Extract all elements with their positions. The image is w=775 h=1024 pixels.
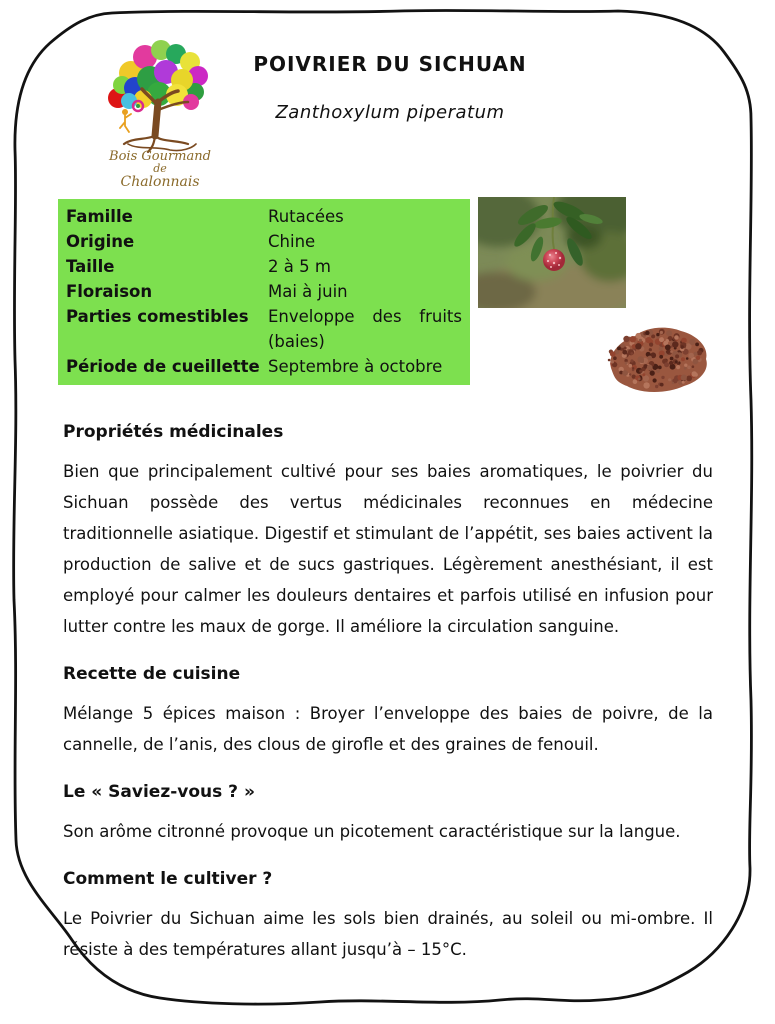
section-paragraph: Le Poivrier du Sichuan aime les sols bien drainés, au soleil ou mi-ombre. Il résiste à des températures allant jusqu’à – 15°C. bbox=[63, 909, 713, 959]
section-medicinal bbox=[63, 422, 713, 642]
header bbox=[210, 52, 570, 123]
row-value: Mai à juin bbox=[268, 282, 348, 301]
svg-text:Bois Gourmand: Bois Gourmand bbox=[109, 149, 211, 164]
section-heading: Recette de cuisine bbox=[63, 664, 241, 684]
table-row bbox=[66, 354, 462, 379]
table-row bbox=[66, 229, 462, 254]
row-value: Rutacées bbox=[268, 207, 344, 226]
row-label: Famille bbox=[66, 207, 133, 226]
svg-text:de: de bbox=[153, 162, 167, 175]
row-label: Floraison bbox=[66, 282, 153, 301]
article-body bbox=[63, 414, 713, 965]
row-value: Chine bbox=[268, 232, 316, 251]
section-recipe bbox=[63, 664, 713, 760]
branch-with-berry-photo bbox=[478, 197, 626, 308]
page-title: POIVRIER DU SICHUAN bbox=[253, 52, 527, 76]
row-label: Origine bbox=[66, 232, 135, 251]
section-heading: Propriétés médicinales bbox=[63, 422, 284, 442]
row-label: Parties comestibles bbox=[66, 307, 249, 326]
row-value: Septembre à octobre bbox=[268, 357, 443, 376]
table-row bbox=[66, 204, 462, 229]
section-heading: Comment le cultiver ? bbox=[63, 869, 273, 889]
plant-info-table bbox=[58, 199, 470, 385]
section-how-to-grow bbox=[63, 869, 713, 965]
table-row bbox=[66, 279, 462, 304]
svg-text:Chalonnais: Chalonnais bbox=[120, 174, 200, 188]
bois-gourmand-logo bbox=[98, 36, 222, 188]
dried-berries-photo bbox=[597, 314, 717, 402]
section-paragraph: Mélange 5 épices maison : Broyer l’enveloppe des baies de poivre, de la cannelle, de l’anis, des clous de girofle et des graines de fenouil. bbox=[63, 704, 713, 754]
section-paragraph: Bien que principalement cultivé pour ses baies aromatiques, le poivrier du Sichuan possède des vertus médicinales reconnues en médecine traditionnelle asiatique. Digestif et stimulant de l’appétit, ses baies activent la production de salive et de sucs gastriques. Légèrement anesthésiant, il est employé pour calmer les douleurs dentaires et parfois utilisé en infusion pour lutter contre les maux de gorge. Il améliore la circulation sanguine. bbox=[63, 462, 713, 636]
row-value: 2 à 5 m bbox=[268, 257, 331, 276]
row-label: Période de cueillette bbox=[66, 357, 260, 376]
row-value: Enveloppe des fruits (baies) bbox=[268, 307, 462, 351]
table-row bbox=[66, 304, 462, 354]
red-berry bbox=[543, 249, 565, 271]
section-heading: Le « Saviez-vous ? » bbox=[63, 782, 255, 802]
latin-name-subtitle: Zanthoxylum piperatum bbox=[275, 102, 505, 123]
section-paragraph: Son arôme citronné provoque un picotement caractéristique sur la langue. bbox=[63, 822, 681, 841]
table-row bbox=[66, 254, 462, 279]
row-label: Taille bbox=[66, 257, 115, 276]
logo-wordmark bbox=[108, 149, 211, 188]
section-did-you-know bbox=[63, 782, 713, 847]
